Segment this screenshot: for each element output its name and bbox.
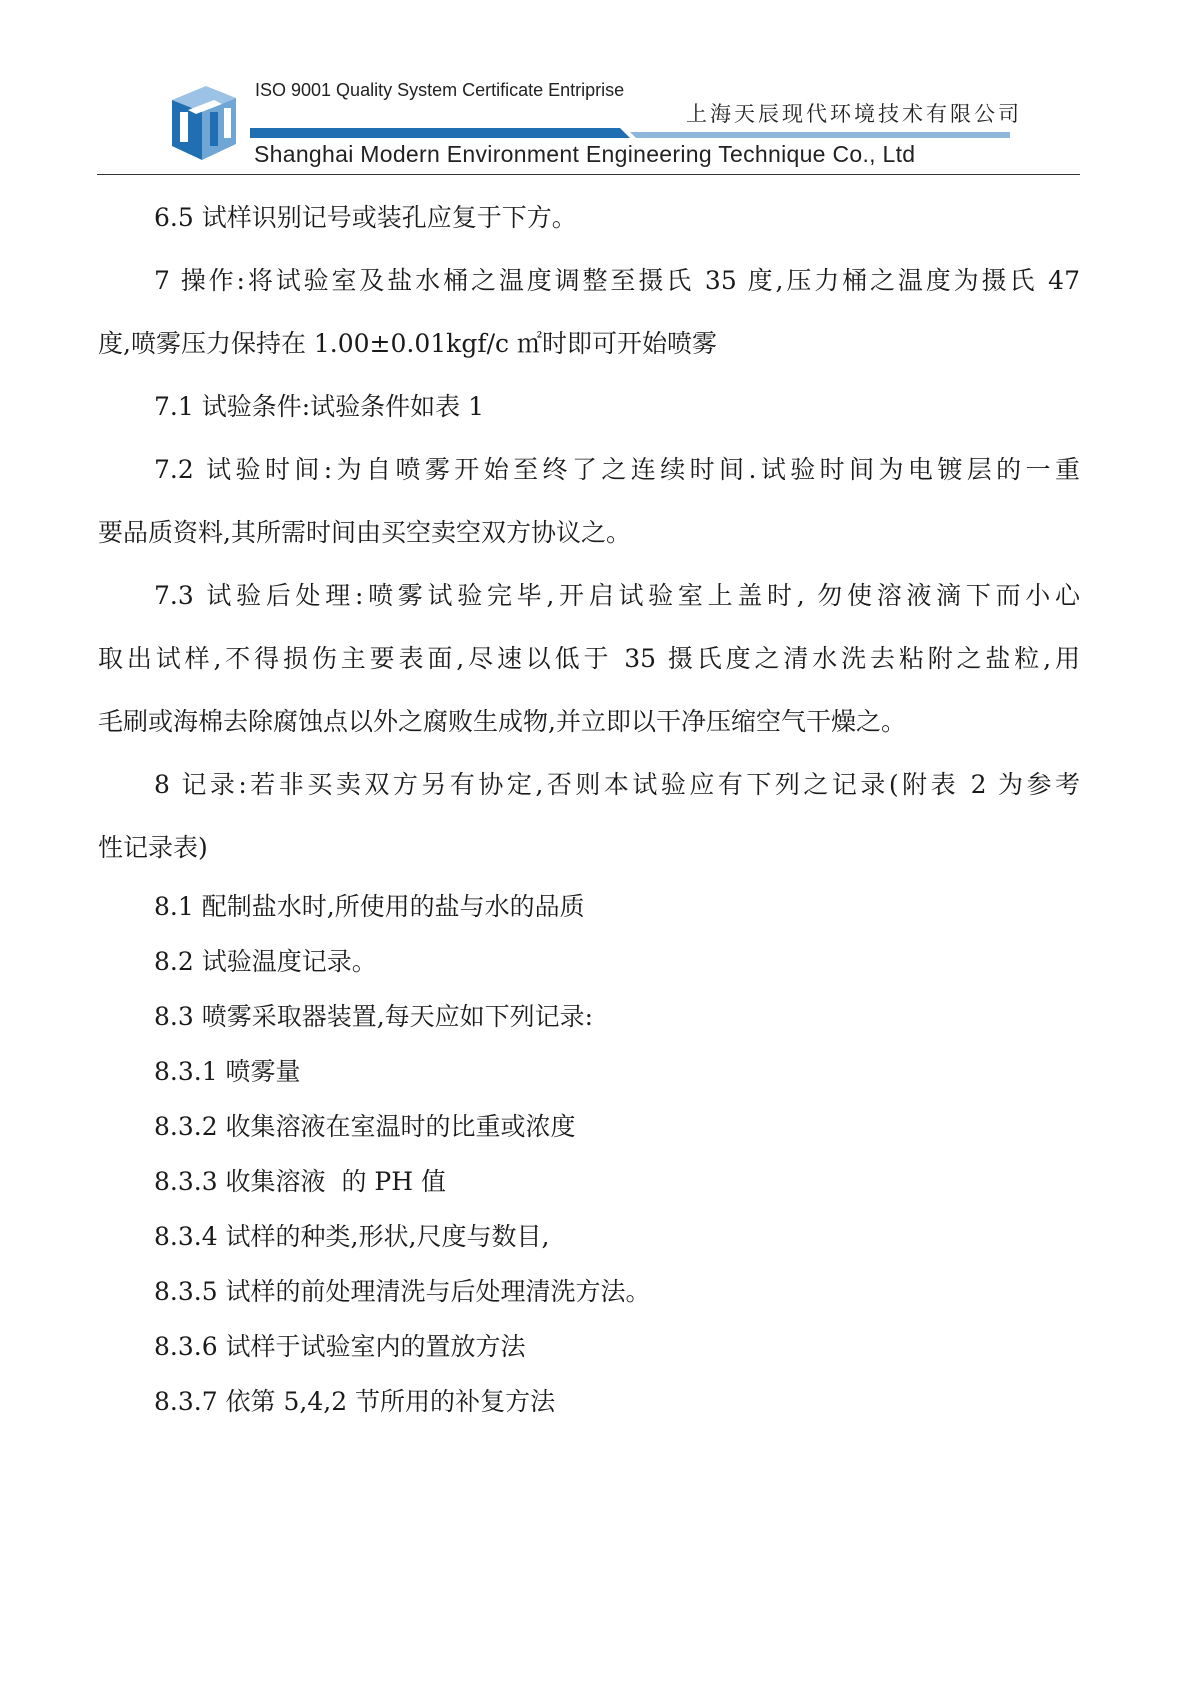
paragraph-8-3-4: 8.3.4 试样的种类,形状,尺度与数目, — [154, 1222, 550, 1251]
paragraph-7 — [98, 249, 1080, 375]
company-name-english: Shanghai Modern Environment Engineering Technique Co., Ltd — [254, 141, 916, 167]
paragraph-7-2 — [98, 438, 1080, 564]
paragraph-8-3-2: 8.3.2 收集溶液在室温时的比重或浓度 — [154, 1112, 576, 1141]
document-body — [98, 186, 1080, 1429]
paragraph-8-3: 8.3 喷雾采取器装置,每天应如下列记录: — [154, 1002, 594, 1031]
paragraph-8-line-1: 8 记录:若非买卖双方另有协定,否则本试验应有下列之记录(附表 2 为参考 — [154, 770, 1080, 799]
paragraph-7-3-line-3: 毛刷或海棉去除腐蚀点以外之腐败生成物,并立即以干净压缩空气干燥之。 — [98, 707, 906, 736]
paragraph-7-1: 7.1 试验条件:试验条件如表 1 — [154, 392, 484, 421]
paragraph-7-3-line-1: 7.3 试验后处理:喷雾试验完毕,开启试验室上盖时, 勿使溶液滴下而小心 — [154, 581, 1080, 610]
company-name-chinese: 上海天辰现代环境技术有限公司 — [686, 102, 1022, 126]
paragraph-8-3-7: 8.3.7 依第 5,4,2 节所用的补复方法 — [154, 1387, 556, 1416]
paragraph-8-3-1: 8.3.1 喷雾量 — [154, 1057, 301, 1086]
paragraph-7-2-line-2: 要品质资料,其所需时间由买空卖空双方协议之。 — [98, 518, 631, 547]
paragraph-8-1: 8.1 配制盐水时,所使用的盐与水的品质 — [154, 892, 585, 921]
header-rule — [97, 174, 1080, 175]
paragraph-8-3-5: 8.3.5 试样的前处理清洗与后处理清洗方法。 — [154, 1277, 651, 1306]
paragraph-7-3 — [98, 564, 1080, 753]
paragraph-8 — [98, 753, 1080, 879]
company-logo-icon — [166, 82, 240, 162]
header-blue-bar — [250, 128, 1010, 138]
paragraph-8-3-6: 8.3.6 试样于试验室内的置放方法 — [154, 1332, 526, 1361]
paragraph-6-5: 6.5 试样识别记号或装孔应复于下方。 — [154, 203, 577, 232]
paragraph-8-line-2: 性记录表) — [98, 833, 208, 862]
paragraph-7-line-1: 7 操作:将试验室及盐水桶之温度调整至摄氏 35 度,压力桶之温度为摄氏 47 — [154, 266, 1080, 295]
iso-certificate-text: ISO 9001 Quality System Certificate Entriprise — [255, 80, 625, 100]
letterhead — [0, 0, 1200, 180]
paragraph-8-3-3: 8.3.3 收集溶液 的 PH 值 — [154, 1167, 446, 1196]
paragraph-7-line-2: 度,喷雾压力保持在 1.00±0.01kgf/c ㎡时即可开始喷雾 — [98, 329, 717, 358]
paragraph-8-2: 8.2 试验温度记录。 — [154, 947, 377, 976]
paragraph-7-2-line-1: 7.2 试验时间:为自喷雾开始至终了之连续时间.试验时间为电镀层的一重 — [154, 455, 1080, 484]
paragraph-7-3-line-2: 取出试样,不得损伤主要表面,尽速以低于 35 摄氏度之清水洗去粘附之盐粒,用 — [98, 644, 1080, 673]
